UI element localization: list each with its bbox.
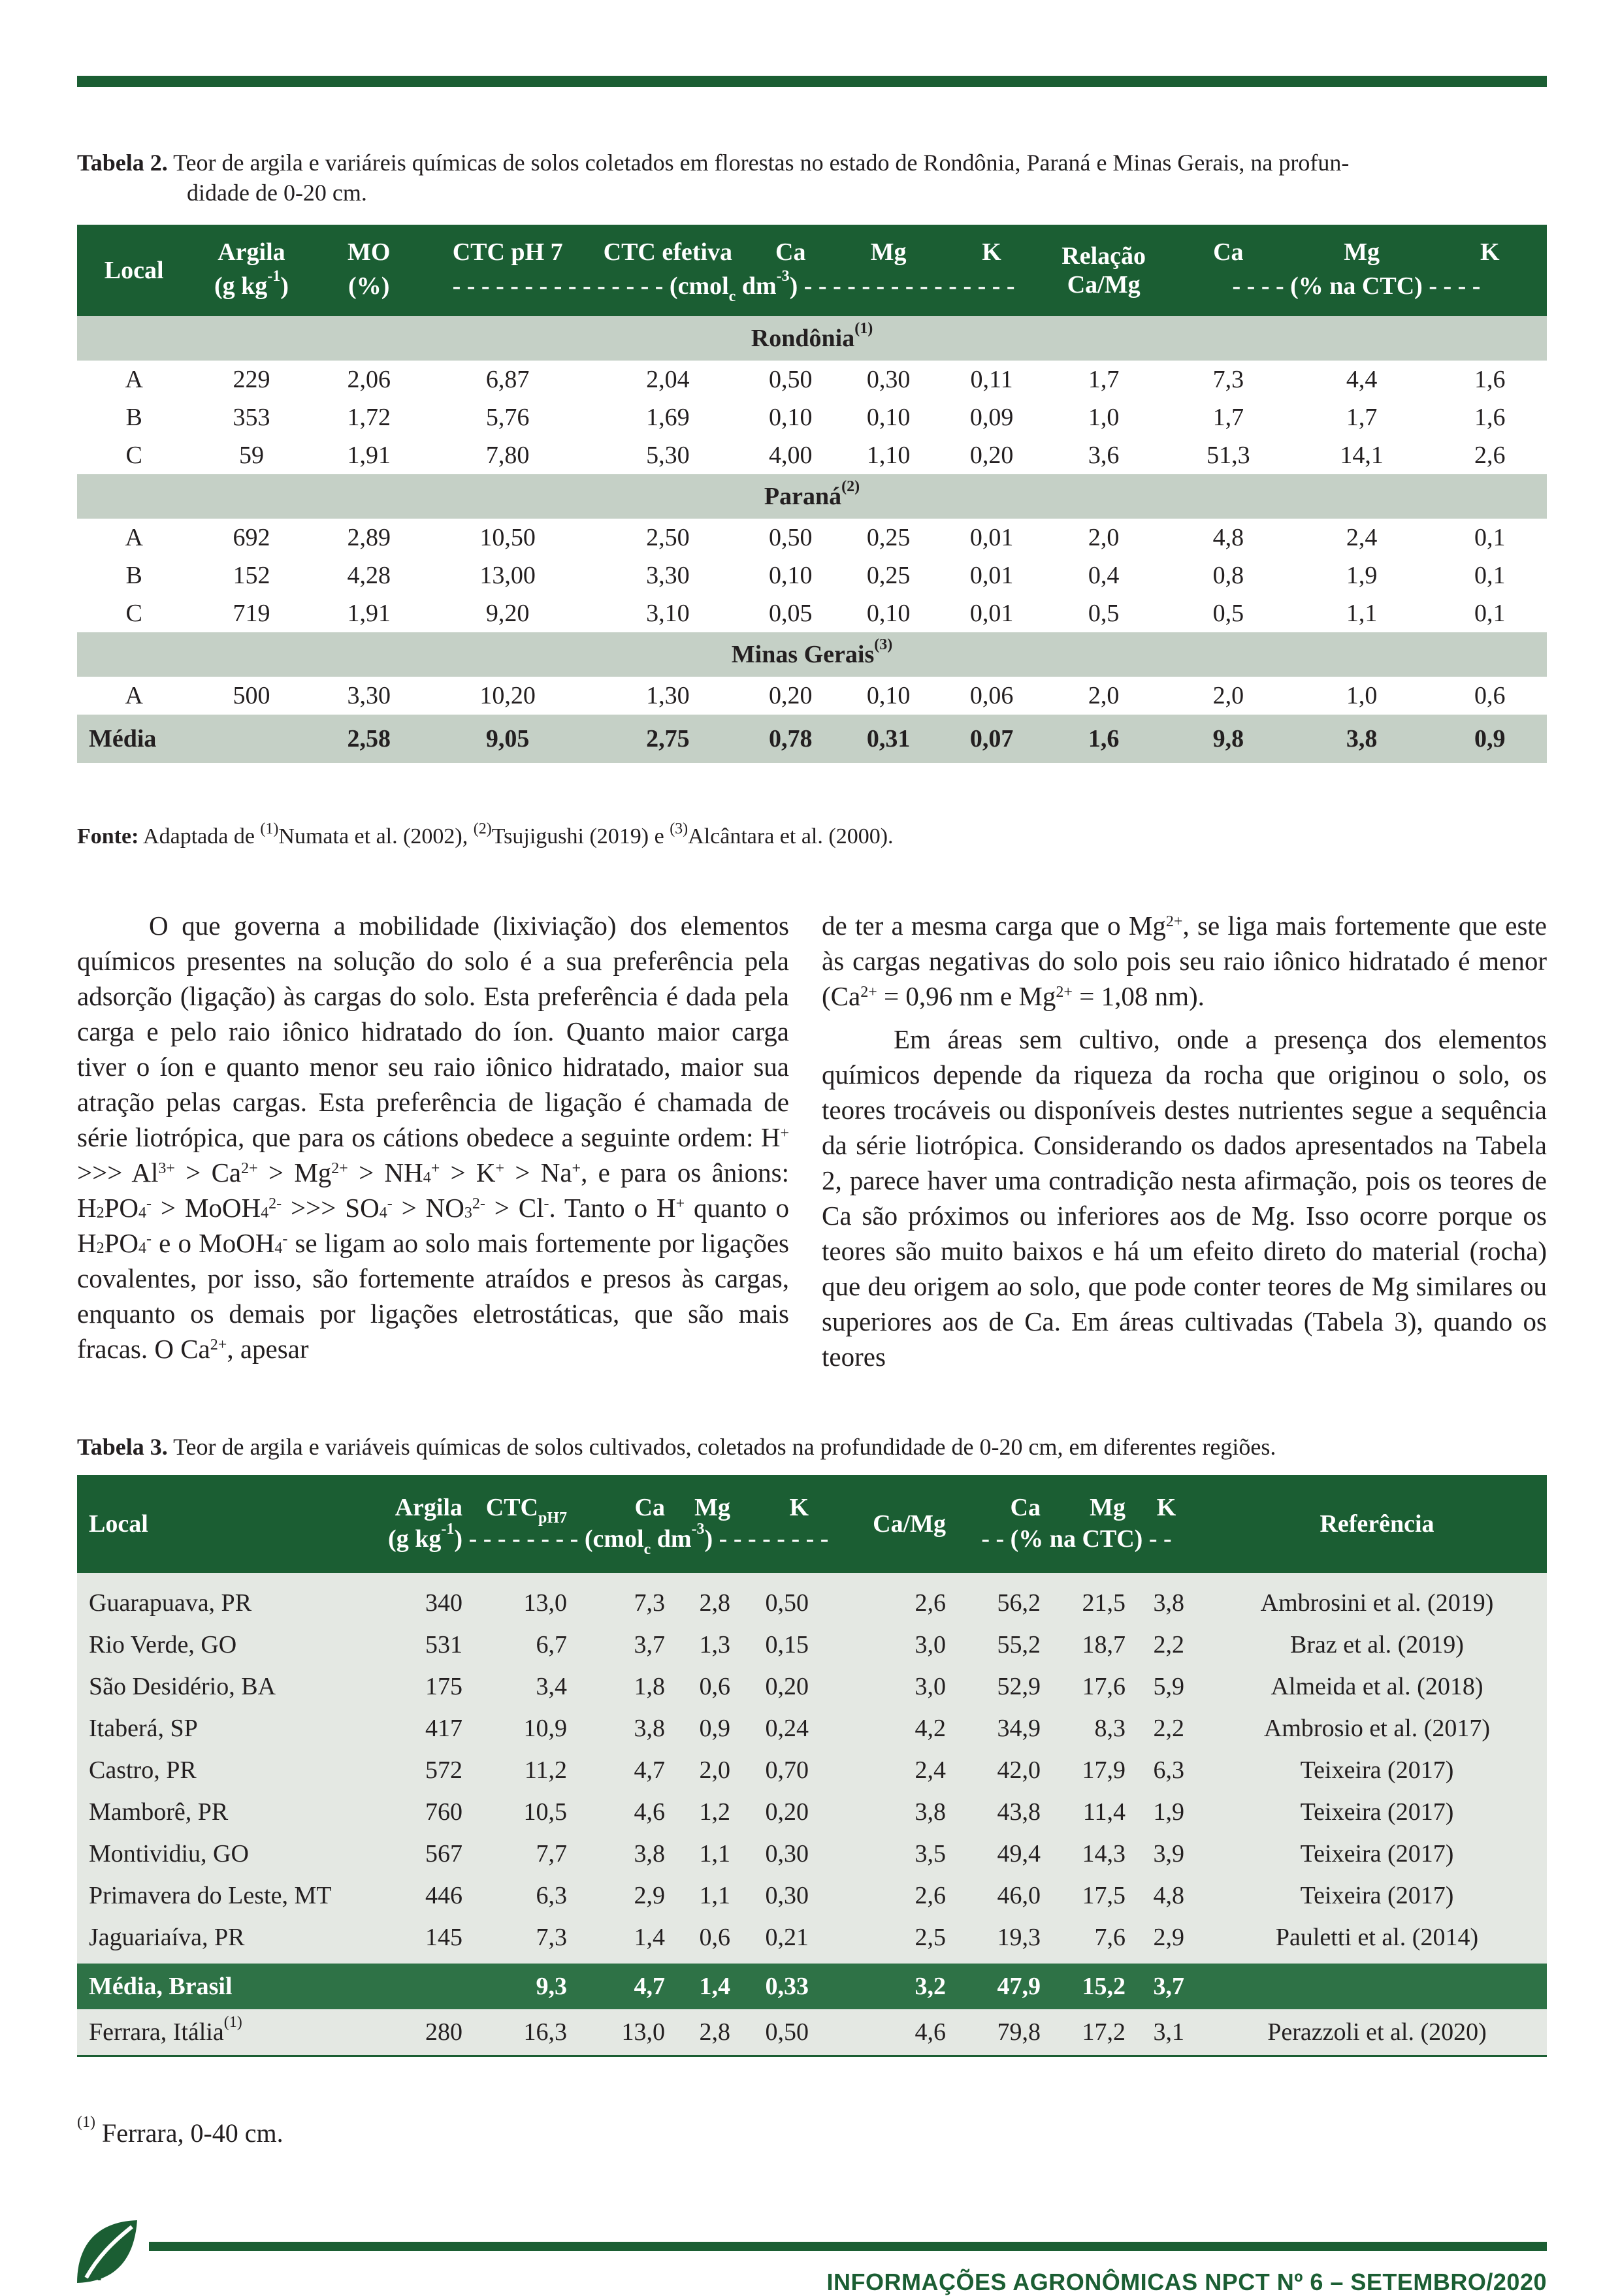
t2-section-row	[77, 316, 1547, 361]
table-cell: 7,80	[485, 442, 530, 469]
table-cell: 3,6	[1088, 442, 1120, 469]
table2	[77, 225, 1547, 763]
table-row	[77, 398, 1547, 436]
table-cell: 13,00	[479, 562, 536, 589]
table-cell: 5,76	[485, 404, 530, 431]
table-cell: 2,9	[567, 1875, 665, 1916]
table3-footnote: $^{(1)}$ Ferrara, 0-40 cm.	[77, 2114, 284, 2148]
table-cell: 2,8	[665, 2009, 730, 2056]
table-cell: 5,30	[646, 442, 690, 469]
leaf-logo-icon	[72, 2218, 144, 2286]
table-cell: 7,3	[567, 1582, 665, 1624]
table-row	[77, 1833, 1547, 1875]
table-cell: 7,3	[1212, 366, 1244, 393]
table-cell: 0,07	[942, 715, 1042, 763]
table-cell	[191, 715, 312, 763]
table-cell: 3,4	[462, 1666, 567, 1707]
t3-header-local: Local	[77, 1475, 364, 1573]
table-cell: 1,1	[1346, 600, 1378, 627]
t2-section-title: Minas Gerais$^{(3)}$	[77, 632, 1547, 677]
table-cell: 0,1	[1474, 562, 1506, 589]
table-cell: 2,0	[1212, 682, 1244, 709]
table-cell: 0,25	[866, 562, 911, 589]
table-cell: 0,8	[1212, 562, 1244, 589]
table-cell: 6,7	[462, 1624, 567, 1666]
table-cell: 0,50	[769, 366, 813, 393]
table-cell: 0,24	[730, 1707, 835, 1749]
t2-section-title: Paraná$^{(2)}$	[77, 474, 1547, 519]
table-cell: 0,6	[665, 1666, 730, 1707]
table-cell: 2,5	[835, 1916, 946, 1958]
table-cell: 9,8	[1166, 715, 1291, 763]
table-cell: 14,1	[1340, 442, 1384, 469]
t2-header-k-pct: K	[1433, 225, 1547, 267]
t2-header-mo: MO	[312, 225, 426, 267]
table-cell: Teixeira (2017)	[1207, 1875, 1547, 1916]
table-cell: 3,5	[835, 1833, 946, 1875]
table-row	[77, 436, 1547, 474]
table-cell: 5,9	[1126, 1666, 1207, 1707]
t2-average-row	[77, 715, 1547, 763]
table3	[77, 1475, 1547, 2057]
table-cell: 2,6	[835, 1875, 946, 1916]
table-row	[77, 1624, 1547, 1666]
table-cell: 1,8	[567, 1666, 665, 1707]
table-cell	[364, 1964, 462, 2009]
table-cell: 4,8	[1126, 1875, 1207, 1916]
table-cell: 3,2	[835, 1964, 946, 2009]
table-cell: 0,01	[969, 524, 1014, 551]
table-cell: 51,3	[1207, 442, 1250, 469]
t3-header-mg: Mg	[665, 1475, 730, 1522]
table-cell: 4,6	[835, 2009, 946, 2056]
table-cell: 3,7	[567, 1624, 665, 1666]
table2-caption-text-2: didade de 0-20 cm.	[187, 180, 367, 206]
table-cell: 2,2	[1126, 1707, 1207, 1749]
table-cell: Almeida et al. (2018)	[1207, 1666, 1547, 1707]
table-cell: 6,3	[462, 1875, 567, 1916]
table-cell: 1,4	[567, 1916, 665, 1958]
table-cell: Teixeira (2017)	[1207, 1749, 1547, 1791]
paragraph: O que governa a mobilidade (lixiviação) dos elementos químicos presentes na solução do solo é a sua preferência pela adsorção (ligação) às cargas do solo. Esta preferência é dada pela carga e pelo raio iônico hidratado do íon. Quanto maior carga tiver o íon e quanto menor seu raio iônico hidratado, maior sua atração pelas cargas. Esta preferência de ligação é chamada de série liotrópica, que para os cátions obedece a seguinte ordem: H+ >>> $Al^{3+} > Ca^{2+} > Mg^{2+} > NH4^+ > K^+ > Na^+$, e para os ânions: $H2PO4^- > MoOH4^{2-}$ >>> $SO4^- > NO3^{2-} > Cl^-$. Tanto o H+ quanto o H2PO4- e o MoOH4- se ligam ao solo mais fortemente por ligações covalentes, por isso, são fortemente atraídos e presos às cargas, enquanto os demais por ligações eletrostáticas, que são mais fracas. O $Ca^{2+}$, apesar	[77, 911, 790, 1364]
table-cell: 1,2	[665, 1791, 730, 1833]
table-cell: Rio Verde, GO	[77, 1624, 364, 1666]
t2-header-relacao: Relação Ca/Mg	[1041, 225, 1166, 316]
table-cell: 6,3	[1126, 1749, 1207, 1791]
table-cell: 1,6	[1474, 366, 1506, 393]
table-cell: 500	[233, 682, 270, 709]
table-cell: 229	[233, 366, 270, 393]
table-cell: 9,3	[462, 1964, 567, 2009]
table-cell: 760	[364, 1791, 462, 1833]
table-cell: 18,7	[1041, 1624, 1126, 1666]
t2-header-ca: Ca	[746, 225, 835, 267]
table-cell: 719	[233, 600, 270, 627]
table-cell: 1,72	[347, 404, 391, 431]
table-cell: 0,1	[1474, 524, 1506, 551]
table-cell: A	[125, 366, 143, 393]
table-cell: 3,8	[567, 1833, 665, 1875]
table-cell: 3,8	[1126, 1582, 1207, 1624]
table-cell: São Desidério, BA	[77, 1666, 364, 1707]
table-cell: B	[125, 404, 142, 431]
table-row	[77, 361, 1547, 398]
table-cell: 0,70	[730, 1749, 835, 1791]
table-cell: 59	[238, 442, 264, 469]
table-cell: 0,20	[769, 682, 813, 709]
table-cell: Itaberá, SP	[77, 1707, 364, 1749]
table-cell: 1,91	[347, 600, 391, 627]
table-cell: 531	[364, 1624, 462, 1666]
table-cell: 10,20	[479, 682, 536, 709]
t2-header-k: K	[942, 225, 1042, 267]
table-cell: 0,33	[730, 1964, 835, 2009]
t3-header-argila: Argila	[364, 1475, 462, 1522]
table-row	[77, 519, 1547, 557]
table-cell: 10,5	[462, 1791, 567, 1833]
table-cell: 0,01	[969, 562, 1014, 589]
table-cell: 0,31	[835, 715, 941, 763]
t3-header-ca: Ca	[567, 1475, 665, 1522]
table-cell: 0,30	[866, 366, 911, 393]
t2-unit-argila: (g $kg^{-1}$)	[191, 267, 312, 316]
table-cell: 9,20	[485, 600, 530, 627]
table-cell: 79,8	[946, 2009, 1041, 2056]
table-cell: 0,6	[1474, 682, 1506, 709]
t2-unit-pct: - - - - (% na CTC) - - - -	[1166, 267, 1547, 316]
table-cell: 7,7	[462, 1833, 567, 1875]
table-cell: 1,1	[665, 1833, 730, 1875]
table-cell: 1,0	[1346, 682, 1378, 709]
table-cell: 2,58	[312, 715, 426, 763]
t3-header-k: K	[730, 1475, 835, 1522]
table-cell: 0,10	[866, 682, 911, 709]
table-cell: 11,4	[1041, 1791, 1126, 1833]
table-cell: 3,8	[1291, 715, 1433, 763]
table-cell: 353	[233, 404, 270, 431]
table-cell: Média, Brasil	[77, 1964, 364, 2009]
table-cell: 0,4	[1088, 562, 1120, 589]
table-cell: Teixeira (2017)	[1207, 1833, 1547, 1875]
table-cell: 0,11	[970, 366, 1013, 393]
table-cell: C	[125, 442, 142, 469]
table-cell: 0,6	[665, 1916, 730, 1958]
table-cell: 4,00	[769, 442, 813, 469]
table-cell: 0,5	[1212, 600, 1244, 627]
table-row	[77, 1707, 1547, 1749]
table-cell: 0,30	[730, 1875, 835, 1916]
table-cell: 4,6	[567, 1791, 665, 1833]
table-row	[77, 557, 1547, 594]
table-cell: 2,89	[347, 524, 391, 551]
t3-header-mg-pct: Mg	[1041, 1475, 1126, 1522]
table-cell: 17,6	[1041, 1666, 1126, 1707]
t2-header-ca-pct: Ca	[1166, 225, 1291, 267]
t3-header-k-pct: K	[1126, 1475, 1207, 1522]
table-cell: 2,50	[646, 524, 690, 551]
table-cell: 0,50	[769, 524, 813, 551]
bottom-rule	[149, 2242, 1547, 2251]
table-cell: 4,7	[567, 1964, 665, 2009]
table-cell: 280	[364, 2009, 462, 2056]
journal-footer: INFORMAÇÕES AGRONÔMICAS NPCT Nº 6 – SETEMBRO/2020	[826, 2269, 1547, 2295]
table-cell: 3,0	[835, 1624, 946, 1666]
table-row	[77, 1916, 1547, 1958]
table-cell: 16,3	[462, 2009, 567, 2056]
table2-source: Fonte: Adaptada de $^{(1)}$Numata et al. (2002), $^{(2)}$Tsujigushi (2019) e $^{(3)}$Alcântara et al. (2000).	[77, 820, 894, 849]
table-cell: B	[125, 562, 142, 589]
table-cell: 2,4	[1346, 524, 1378, 551]
t2-unit-mo: (%)	[312, 267, 426, 316]
table2-caption-text: Teor de argila e variáreis químicas de solos coletados em florestas no estado de Rondônia, Paraná e Minas Gerais, na profun-	[173, 150, 1350, 176]
table-cell: 1,1	[665, 1875, 730, 1916]
table-cell: 2,4	[835, 1749, 946, 1791]
table-cell: Montividiu, GO	[77, 1833, 364, 1875]
table-row	[77, 1875, 1547, 1916]
table-cell: 1,30	[646, 682, 690, 709]
t3-header-ca-pct: Ca	[946, 1475, 1041, 1522]
table-cell: 0,10	[866, 600, 911, 627]
table-cell: 49,4	[946, 1833, 1041, 1875]
table-cell: 4,2	[835, 1707, 946, 1749]
t3-header-ref: Referência	[1207, 1475, 1547, 1573]
table-cell: Mamborê, PR	[77, 1791, 364, 1833]
table-cell: 47,9	[946, 1964, 1041, 2009]
table-cell: 10,9	[462, 1707, 567, 1749]
top-rule	[77, 76, 1547, 87]
table-cell: 152	[233, 562, 270, 589]
table-cell: 1,6	[1041, 715, 1166, 763]
t3-header-camg: Ca/Mg	[835, 1475, 946, 1573]
t2-unit-cmol: - - - - - - - - - - - - - - - (cmol$_c$ $dm^{-3}$) - - - - - - - - - - - - - - -	[426, 267, 1041, 316]
table-cell: 10,50	[479, 524, 536, 551]
table-cell: 46,0	[946, 1875, 1041, 1916]
table-cell: 3,8	[835, 1791, 946, 1833]
table3-caption: Tabela 3. Teor de argila e variáveis químicas de solos cultivados, coletados na profundidade de 0-20 cm, em diferentes regiões.	[77, 1434, 1276, 1460]
table-cell: 4,28	[347, 562, 391, 589]
table-cell: 0,05	[769, 600, 813, 627]
table-cell: Ambrosio et al. (2017)	[1207, 1707, 1547, 1749]
table-cell: 2,6	[835, 1582, 946, 1624]
table-cell: 1,69	[646, 404, 690, 431]
table-cell: 0,21	[730, 1916, 835, 1958]
table-cell: Ferrara, Itália$^{(1)}$	[77, 2009, 364, 2056]
table-cell: Guarapuava, PR	[77, 1582, 364, 1624]
table-cell: 7,3	[462, 1916, 567, 1958]
table-cell: 52,9	[946, 1666, 1041, 1707]
table-cell: 15,2	[1041, 1964, 1126, 2009]
table-cell: 0,09	[969, 404, 1014, 431]
table-cell: 0,10	[769, 562, 813, 589]
table-row	[77, 1582, 1547, 1624]
paragraph: de ter a mesma carga que o $Mg^{2+}$, se liga mais fortemente que este às cargas negativas do solo pois seu raio iônico hidratado é menor ($Ca^{2+} = 0,96$ nm e $Mg^{2+} = 1,08$ nm).	[822, 911, 1547, 1011]
table-cell: 14,3	[1041, 1833, 1126, 1875]
table-cell: 11,2	[462, 1749, 567, 1791]
table-cell: 175	[364, 1666, 462, 1707]
table-cell: 0,10	[769, 404, 813, 431]
t2-header-ctc-ph7: CTC pH 7	[426, 225, 590, 267]
table-row	[77, 1749, 1547, 1791]
table-cell: 3,0	[835, 1666, 946, 1707]
table-row	[77, 1791, 1547, 1833]
table-cell: 19,3	[946, 1916, 1041, 1958]
t3-unit-argila: (g $kg^{-1}$)	[364, 1522, 462, 1573]
t2-header-mg-pct: Mg	[1291, 225, 1433, 267]
t3-header-ctc: $CTC_{pH7}$	[462, 1475, 567, 1522]
table-cell: 8,3	[1041, 1707, 1126, 1749]
table-cell: A	[125, 524, 143, 551]
table-cell: 9,05	[426, 715, 590, 763]
table-cell: 13,0	[567, 2009, 665, 2056]
table-cell: Ambrosini et al. (2019)	[1207, 1582, 1547, 1624]
table-cell: 0,30	[730, 1833, 835, 1875]
table-cell: 2,2	[1126, 1624, 1207, 1666]
table-cell: 446	[364, 1875, 462, 1916]
table-cell: Perazzoli et al. (2020)	[1207, 2009, 1547, 2056]
table-cell: Castro, PR	[77, 1749, 364, 1791]
table-cell: 0,78	[746, 715, 835, 763]
table-cell: Teixeira (2017)	[1207, 1791, 1547, 1833]
table-cell: 2,0	[1088, 682, 1120, 709]
table-cell: Braz et al. (2019)	[1207, 1624, 1547, 1666]
table-cell: 1,9	[1126, 1791, 1207, 1833]
table-cell: 145	[364, 1916, 462, 1958]
table-cell: 17,2	[1041, 2009, 1126, 2056]
t2-section-title: Rondônia$^{(1)}$	[77, 316, 1547, 361]
table-cell: 567	[364, 1833, 462, 1875]
table-cell: 1,3	[665, 1624, 730, 1666]
table-cell: 0,5	[1088, 600, 1120, 627]
table-cell: 42,0	[946, 1749, 1041, 1791]
table-row	[77, 594, 1547, 632]
table-row	[77, 677, 1547, 715]
table-cell: 1,7	[1346, 404, 1378, 431]
paragraph: Em áreas sem cultivo, onde a presença dos elementos químicos depende da riqueza da rocha que originou o solo, os teores trocáveis ou disponíveis destes nutrientes segue a sequência da série liotrópica. Considerando os dados apresentados na Tabela 2, parece haver uma contradição nesta afirmação, pois os teores de Ca são próximos ou inferiores aos de Mg. Isso ocorre porque os teores são muito baixos e há um efeito direto do material (rocha) que deu origem ao solo, que pode conter teores de Mg similares ou superiores aos de Ca. Em áreas cultivadas (Tabela 3), quando os teores	[822, 1024, 1547, 1372]
table-cell: 3,7	[1126, 1964, 1207, 2009]
page-number: 4	[90, 2259, 104, 2286]
table-cell: 2,9	[1126, 1916, 1207, 1958]
table-cell: 3,8	[567, 1707, 665, 1749]
table-cell: Pauletti et al. (2014)	[1207, 1916, 1547, 1958]
table-row	[77, 1666, 1547, 1707]
t2-section-row	[77, 474, 1547, 519]
table-cell: 0,25	[866, 524, 911, 551]
t2-header-ctc-efetiva: CTC efetiva	[589, 225, 746, 267]
t3-unit-cmol: - - - - - - - - (cmol$_c$ $dm^{-3}$) - - - - - - - -	[462, 1522, 835, 1573]
table-cell: 3,30	[646, 562, 690, 589]
table-cell: 0,15	[730, 1624, 835, 1666]
table-cell: Jaguariaíva, PR	[77, 1916, 364, 1958]
table-cell: 7,6	[1041, 1916, 1126, 1958]
table-cell: 1,7	[1088, 366, 1120, 393]
table-cell: 1,6	[1474, 404, 1506, 431]
t3-unit-pct: - - (% na CTC) - -	[946, 1522, 1207, 1573]
table-cell: 0,20	[730, 1791, 835, 1833]
t2-header-mg: Mg	[835, 225, 941, 267]
table-cell: 0,20	[730, 1666, 835, 1707]
table-cell: 572	[364, 1749, 462, 1791]
table-cell: 17,9	[1041, 1749, 1126, 1791]
table2-caption-label: Tabela 2.	[77, 150, 168, 176]
table-cell: 0,9	[1433, 715, 1547, 763]
table-cell: Primavera do Leste, MT	[77, 1875, 364, 1916]
table-cell: Média	[77, 715, 191, 763]
table-cell: 56,2	[946, 1582, 1041, 1624]
table-cell: 0,9	[665, 1707, 730, 1749]
table-cell: 13,0	[462, 1582, 567, 1624]
table-cell: 2,75	[589, 715, 746, 763]
t2-section-row	[77, 632, 1547, 677]
table-cell: 2,6	[1474, 442, 1506, 469]
table-cell: 21,5	[1041, 1582, 1126, 1624]
table-cell: 2,8	[665, 1582, 730, 1624]
table-cell: 4,7	[567, 1749, 665, 1791]
table-cell: 417	[364, 1707, 462, 1749]
table-cell: A	[125, 682, 143, 709]
table-cell: 0,01	[969, 600, 1014, 627]
table-cell: 2,0	[1088, 524, 1120, 551]
table-cell: 692	[233, 524, 270, 551]
table-cell: C	[125, 600, 142, 627]
t2-header-local: Local	[77, 225, 191, 316]
table2-caption	[77, 148, 1547, 208]
table-cell	[1207, 1964, 1547, 2009]
table-cell: 3,1	[1126, 2009, 1207, 2056]
t3-extra-row	[77, 2009, 1547, 2056]
table-cell: 34,9	[946, 1707, 1041, 1749]
table-cell: 3,10	[646, 600, 690, 627]
table-cell: 0,20	[969, 442, 1014, 469]
table-cell: 3,9	[1126, 1833, 1207, 1875]
table-cell: 1,4	[665, 1964, 730, 2009]
table-cell: 55,2	[946, 1624, 1041, 1666]
body-column-right	[822, 908, 1547, 1374]
table-cell: 340	[364, 1582, 462, 1624]
table-cell: 1,9	[1346, 562, 1378, 589]
table-cell: 1,91	[347, 442, 391, 469]
table-cell: 2,0	[665, 1749, 730, 1791]
body-column-left	[77, 908, 789, 1366]
table-cell: 4,4	[1346, 366, 1378, 393]
table-cell: 43,8	[946, 1791, 1041, 1833]
table-cell: 2,06	[347, 366, 391, 393]
table-cell: 0,1	[1474, 600, 1506, 627]
table-cell: 3,30	[347, 682, 391, 709]
table-cell: 1,10	[866, 442, 911, 469]
table-cell: 1,0	[1088, 404, 1120, 431]
t2-header-argila: Argila	[191, 225, 312, 267]
table-cell: 4,8	[1212, 524, 1244, 551]
table-cell: 0,10	[866, 404, 911, 431]
table-cell: 1,7	[1212, 404, 1244, 431]
table-cell: 17,5	[1041, 1875, 1126, 1916]
table-cell: 0,50	[730, 1582, 835, 1624]
t3-average-row	[77, 1964, 1547, 2009]
table-cell: 0,06	[969, 682, 1014, 709]
table-cell: 2,04	[646, 366, 690, 393]
table-cell: 0,50	[730, 2009, 835, 2056]
table-cell: 6,87	[485, 366, 530, 393]
